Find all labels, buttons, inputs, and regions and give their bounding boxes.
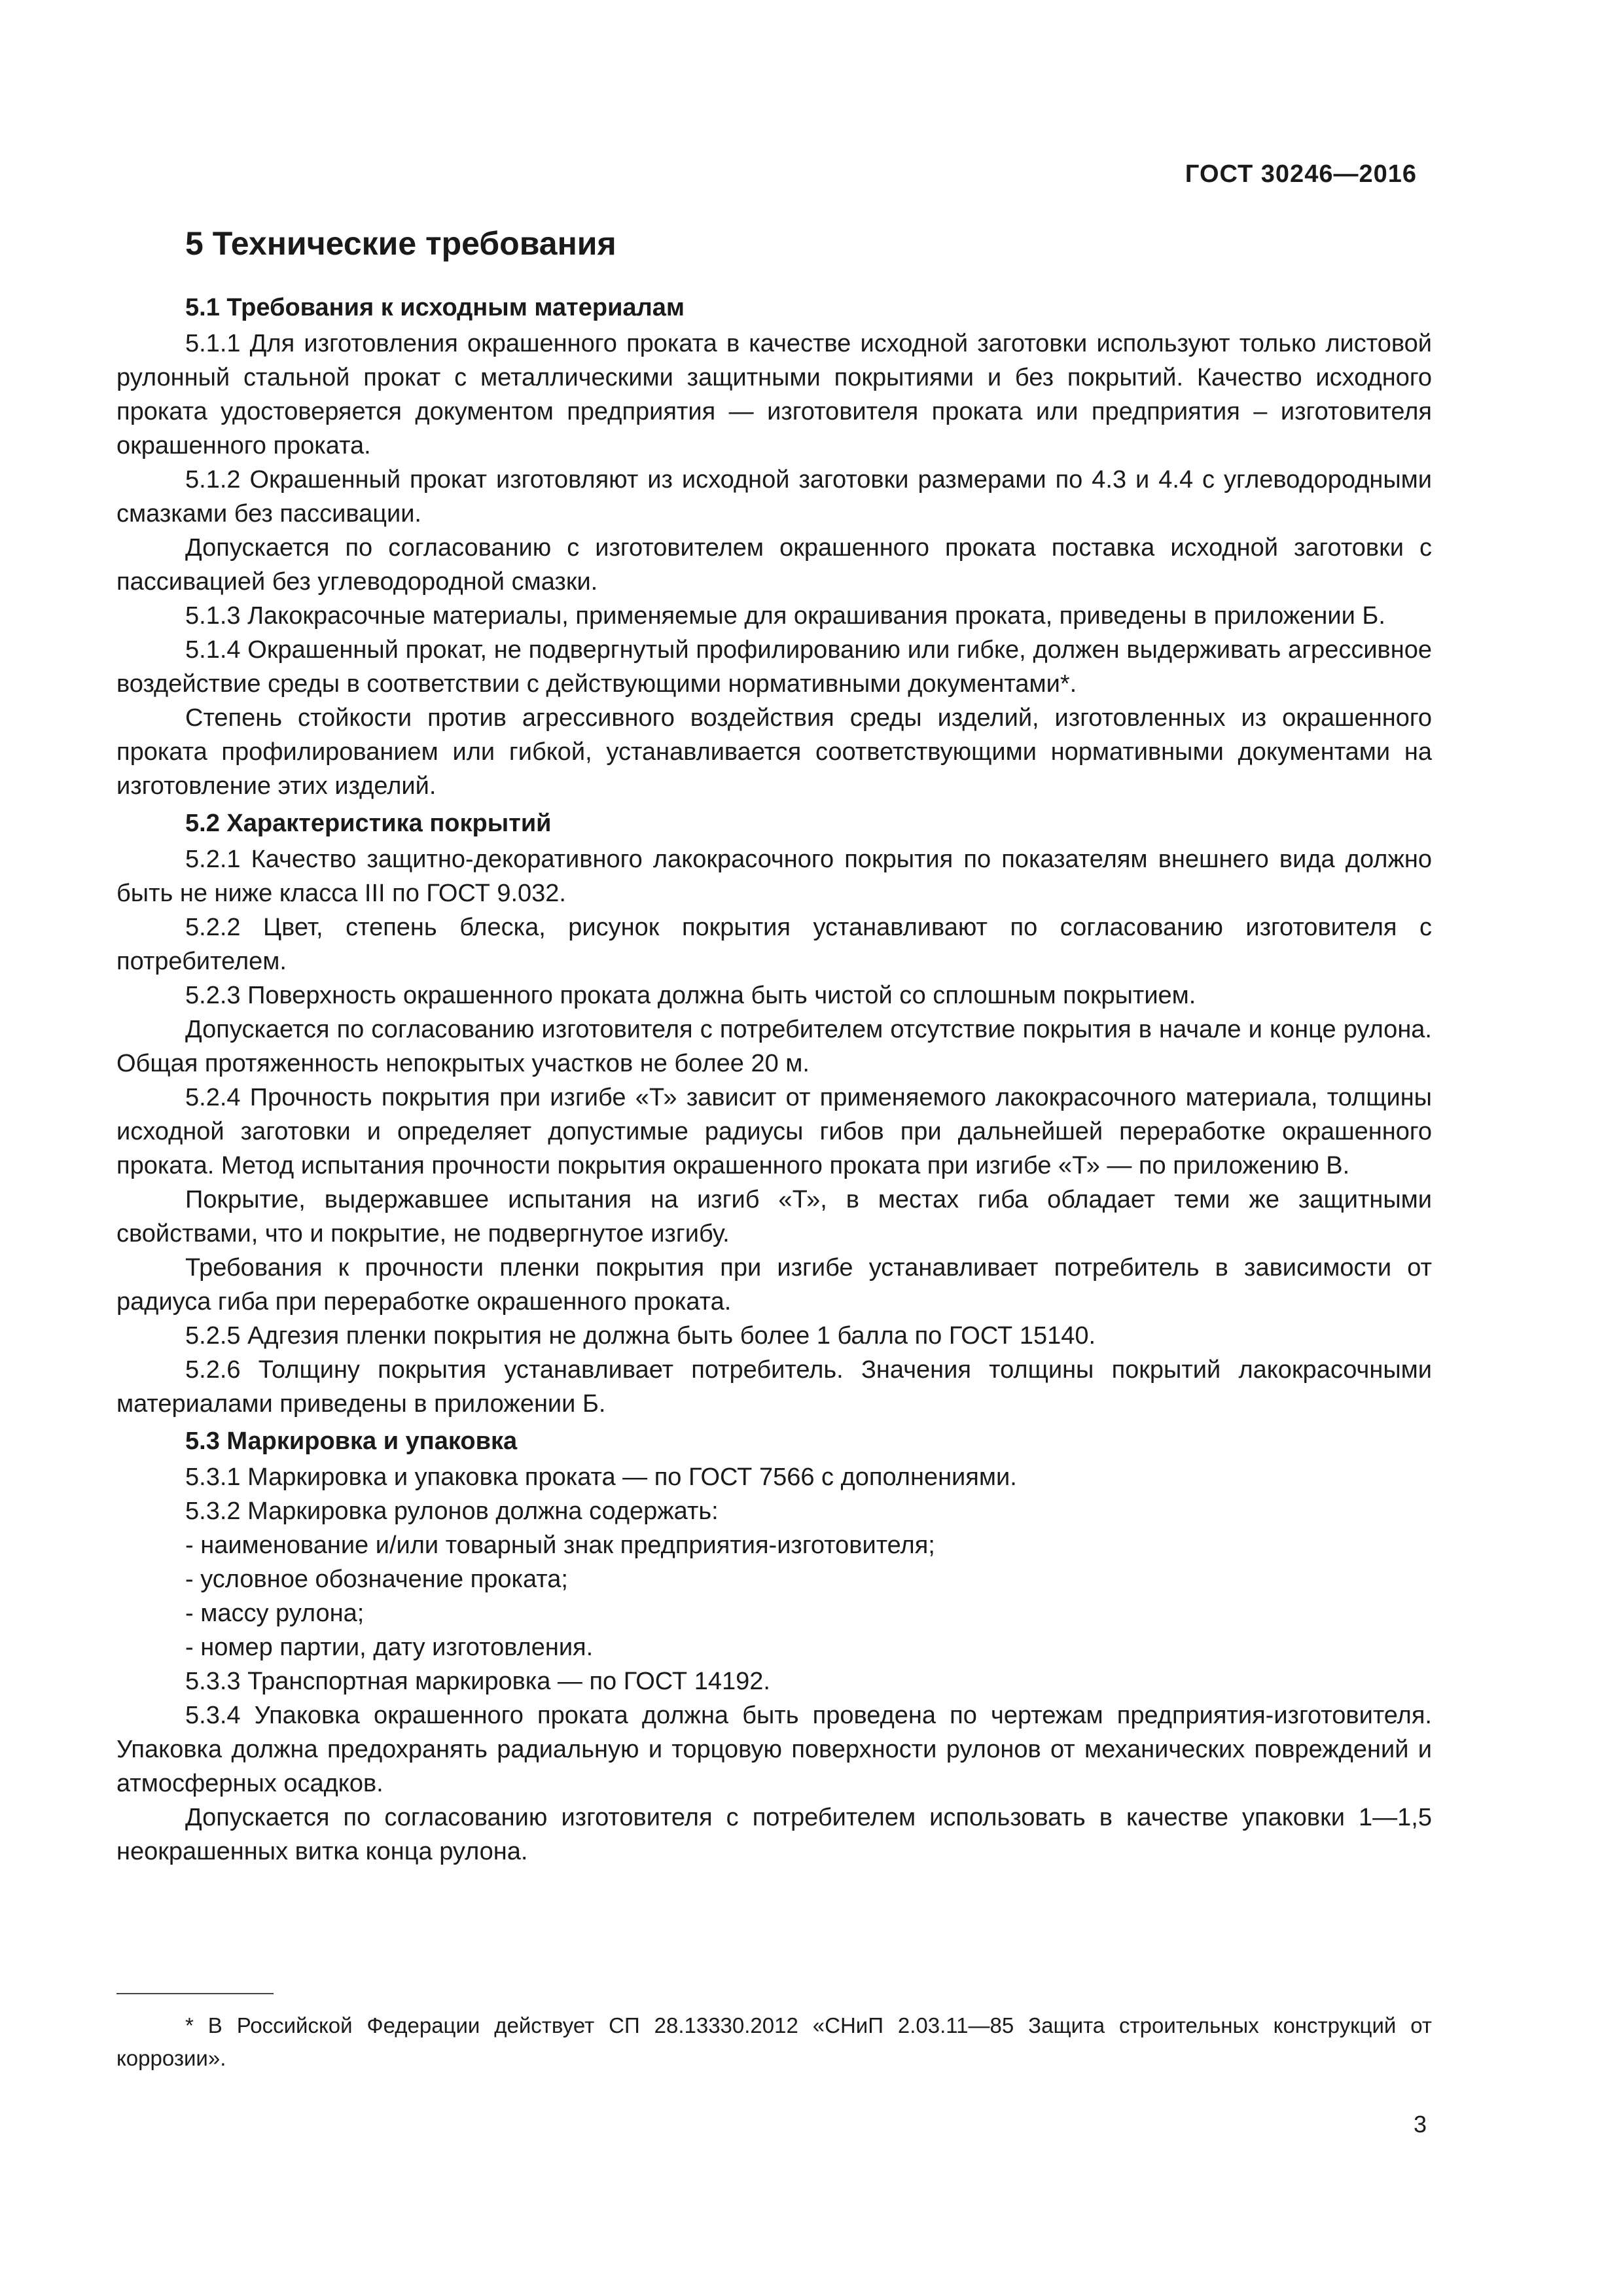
- paragraph-5-1-1: 5.1.1 Для изготовления окрашенного проката в качестве исходной заготовки используют только листовой рулонный стальной прокат с металлическими защитными покрытиями и без покрытий. Качество исходного проката удостоверяется документом предприятия — изготовителя проката или предприятия – изготовителя окрашенного проката.: [116, 330, 1432, 460]
- subsection-title-5-1: 5.1 Требования к исходным материалам: [185, 294, 685, 321]
- paragraph-5-1-4-note: Степень стойкости против агрессивного воздействия среды изделий, изготовленных из окрашенного проката профилированием или гибкой, устанавливается соответствующими нормативными документами на изготовление этих изделий.: [116, 704, 1432, 800]
- paragraph-5-1-2-note: Допускается по согласованию с изготовителем окрашенного проката поставка исходной заготовки с пассивацией без углеводородной смазки.: [116, 534, 1432, 596]
- footnote-divider: [116, 1993, 274, 1994]
- page-number: 3: [1413, 2111, 1427, 2138]
- paragraph-5-2-1: 5.2.1 Качество защитно-декоративного лакокрасочного покрытия по показателям внешнего вида должно быть не ниже класса III по ГОСТ 9.032.: [116, 846, 1432, 908]
- paragraph-5-2-5: 5.2.5 Адгезия пленки покрытия не должна быть более 1 балла по ГОСТ 15140.: [185, 1322, 1096, 1350]
- footnote: * В Российской Федерации действует СП 28.13330.2012 «СНиП 2.03.11—85 Защита строительных конструкций от коррозии».: [116, 2013, 1432, 2070]
- subsection-title-5-3: 5.3 Маркировка и упаковка: [185, 1427, 518, 1456]
- paragraph-5-2-2: 5.2.2 Цвет, степень блеска, рисунок покрытия устанавливают по согласованию изготовителя с потребителем.: [116, 914, 1432, 976]
- paragraph-5-2-3-note: Допускается по согласованию изготовителя с потребителем отсутствие покрытия в начале и конце рулона. Общая протяженность непокрытых участков не более 20 м.: [116, 1016, 1432, 1078]
- paragraph-5-2-3: 5.2.3 Поверхность окрашенного проката должна быть чистой со сплошным покрытием.: [185, 982, 1196, 1010]
- paragraph-5-1-2: 5.1.2 Окрашенный прокат изготовляют из исходной заготовки размерами по 4.3 и 4.4 с углеводородными смазками без пассивации.: [116, 466, 1432, 528]
- paragraph-5-3-2: 5.3.2 Маркировка рулонов должна содержать:: [185, 1498, 719, 1526]
- list-item: - наименование и/или товарный знак предприятия-изготовителя;: [185, 1532, 935, 1560]
- standard-code-header: ГОСТ 30246—2016: [1185, 160, 1417, 188]
- list-item: - массу рулона;: [185, 1600, 365, 1628]
- list-item: - условное обозначение проката;: [185, 1566, 568, 1594]
- section-title: 5 Технические требования: [185, 225, 616, 262]
- paragraph-5-3-4-note: Допускается по согласованию изготовителя с потребителем использовать в качестве упаковки 1—1,5 неокрашенных витка конца рулона.: [116, 1804, 1432, 1866]
- paragraph-5-1-4: 5.1.4 Окрашенный прокат, не подвергнутый профилированию или гибке, должен выдерживать агрессивное воздействие среды в соответствии с действующими нормативными документами*.: [116, 636, 1432, 698]
- paragraph-5-2-6: 5.2.6 Толщину покрытия устанавливает потребитель. Значения толщины покрытий лакокрасочными материалами приведены в приложении Б.: [116, 1356, 1432, 1418]
- page-content: [116, 223, 1432, 1869]
- paragraph-5-2-4: 5.2.4 Прочность покрытия при изгибе «Т» зависит от применяемого лакокрасочного материала, толщины исходной заготовки и определяет допустимые радиусы гибов при дальнейшей переработке окрашенного проката. Метод испытания прочности покрытия окрашенного проката при изгибе «Т» — по приложению В.: [116, 1084, 1432, 1180]
- subsection-title-5-2: 5.2 Характеристика покрытий: [185, 810, 552, 838]
- paragraph-5-2-4-note-1: Покрытие, выдержавшее испытания на изгиб «Т», в местах гиба обладает теми же защитными свойствами, что и покрытие, не подвергнутое изгибу.: [116, 1186, 1432, 1248]
- paragraph-5-2-4-note-2: Требования к прочности пленки покрытия при изгибе устанавливает потребитель в зависимости от радиуса гиба при переработке окрашенного проката.: [116, 1254, 1432, 1316]
- paragraph-5-3-1: 5.3.1 Маркировка и упаковка проката — по ГОСТ 7566 с дополнениями.: [185, 1463, 1017, 1492]
- paragraph-5-3-3: 5.3.3 Транспортная маркировка — по ГОСТ 14192.: [185, 1668, 770, 1696]
- paragraph-5-1-3: 5.1.3 Лакокрасочные материалы, применяемые для окрашивания проката, приведены в приложении Б.: [185, 602, 1385, 630]
- paragraph-5-3-4: 5.3.4 Упаковка окрашенного проката должна быть проведена по чертежам предприятия-изготовителя. Упаковка должна предохранять радиальную и торцовую поверхности рулонов от механических повреждений и атмосферных осадков.: [116, 1702, 1432, 1798]
- list-item: - номер партии, дату изготовления.: [185, 1634, 594, 1662]
